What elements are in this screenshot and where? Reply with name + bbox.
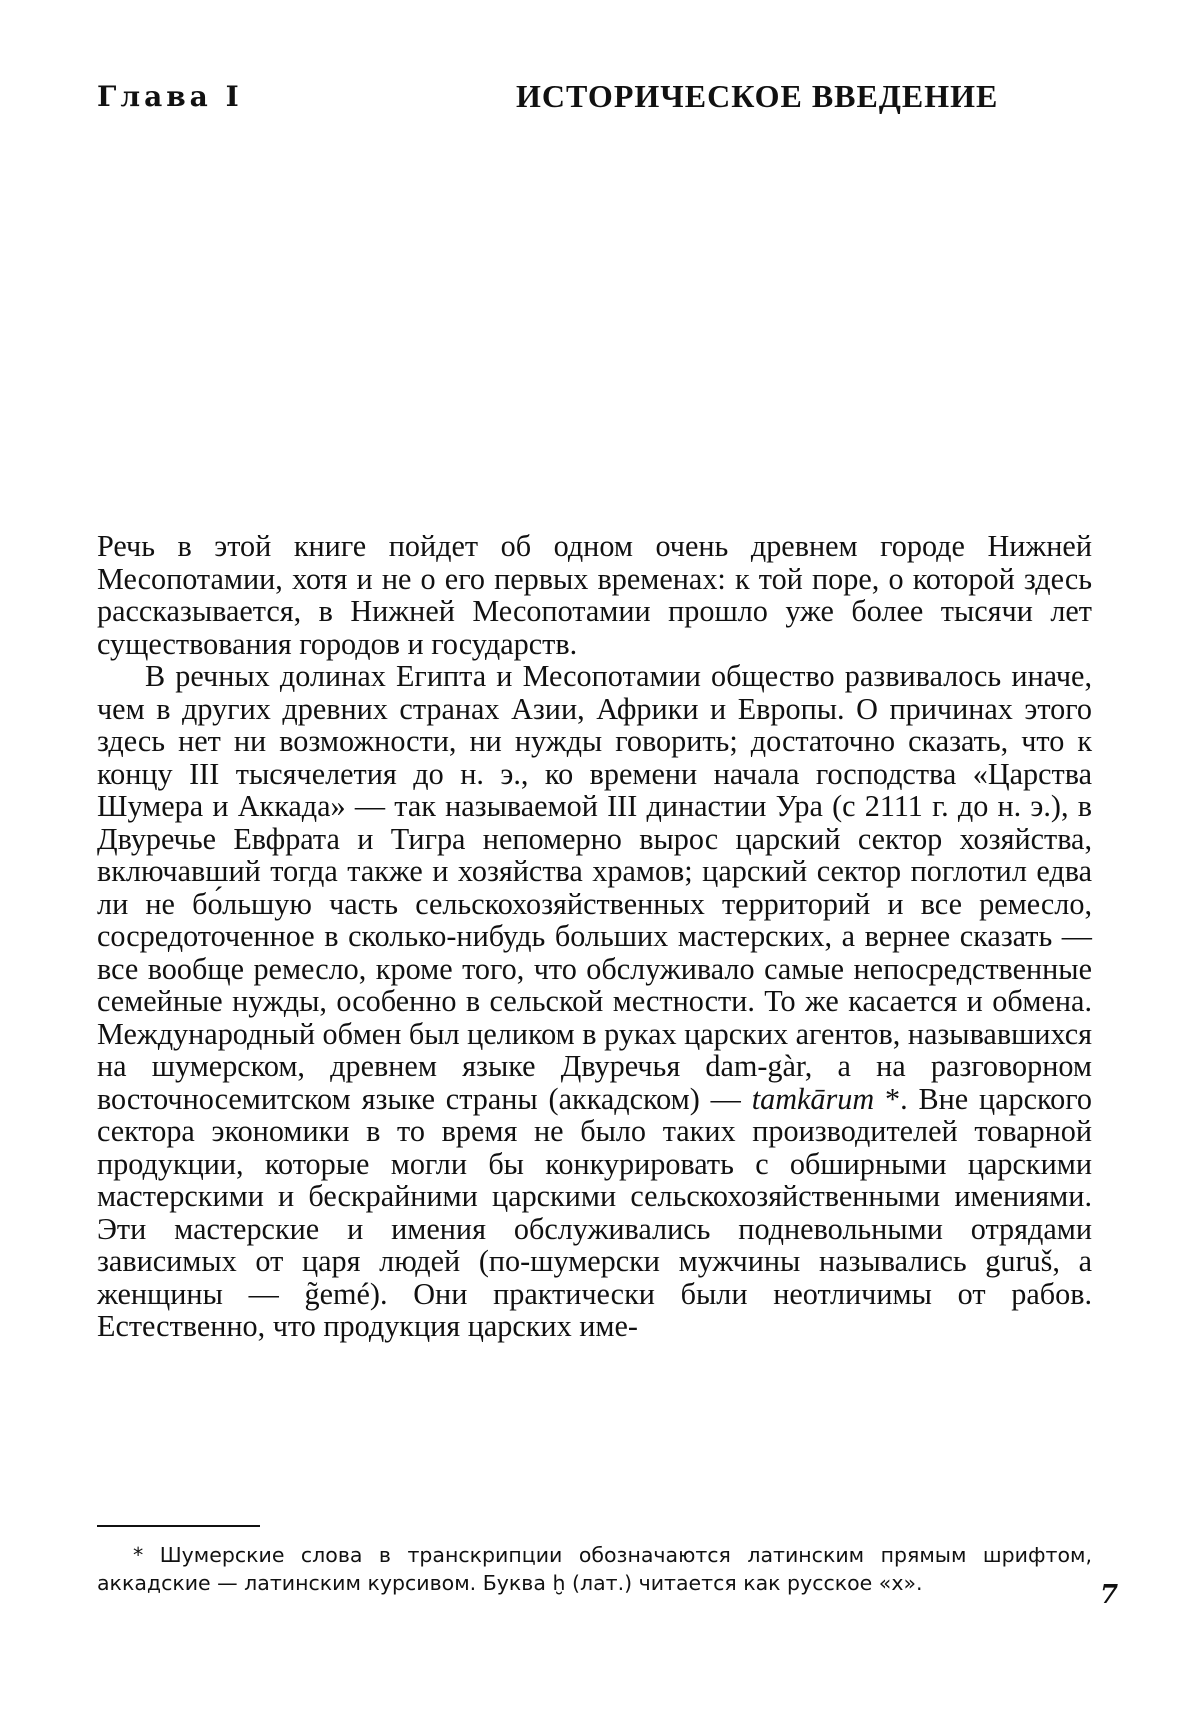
paragraph-2-start: В речных долинах Египта и Месопотамии общество развивалось иначе, чем в других древних странах Азии, Африки и Европы. О причинах этого здесь нет ни возможности, ни нужды говорить; достаточно сказать, что к концу III тысячелетия до н. э., ко времени начала господства «Царства Шумера и Аккада» — так называемой III династии Ура (с 2111 г. до н. э.), в Двуречье Евфрата и Тигра непомерно вырос царский сектор хозяйства, включавший тогда также и хозяйства храмов; царский сектор поглотил едва ли не бо́льшую часть сельскохозяйственных территорий и все ремесло, сосредоточенное в сколько-нибудь больших мастерских, а вернее сказать — все вообще ремесло, кроме того, что обслуживало самые непосредственные семейные нужды, особенно в сельской местности. То же касается и обмена. Международный обмен был целиком в руках царских агентов, называвшихся на шумерском, древнем языке Двуречья dam-gàr, а на разговорном восточносемитском языке страны (аккадском) —	[97, 659, 1092, 1116]
chapter-label: Глава I	[97, 80, 243, 113]
paragraph-2	[97, 660, 1092, 1343]
paragraph-2-end: *. Вне царского сектора экономики в то время не было таких производителей товарной продукции, которые могли бы конкурировать с обширными царскими мастерскими и бескрайними царскими сельскохозяйственными имениями. Эти мастерские и имения обслуживались подневольными отрядами зависимых от царя людей (по-шумерски мужчины назывались guruš, а женщины — g̃emé). Они практически были неотличимы от рабов. Естественно, что продукция царских име-	[97, 1081, 1092, 1343]
footnote-divider	[97, 1525, 260, 1527]
page-number: 7	[1100, 1580, 1119, 1610]
akkadian-term: tamkārum	[751, 1081, 875, 1116]
chapter-title: ИСТОРИЧЕСКОЕ ВВЕДЕНИЕ	[516, 78, 999, 114]
main-text	[97, 530, 1092, 1343]
paragraph-1: Речь в этой книге пойдет об одном очень древнем городе Нижней Месопотамии, хотя и не о его первых временах: к той поре, о которой здесь рассказывается, в Нижней Месопотамии прошло уже более тысячи лет существования городов и государств.	[97, 529, 1092, 661]
footnote: * Шумерские слова в транскрипции обозначаются латинским прямым шрифтом, аккадские — латинским курсивом. Буква ḫ (лат.) читается как русское «х».	[97, 1543, 1092, 1595]
